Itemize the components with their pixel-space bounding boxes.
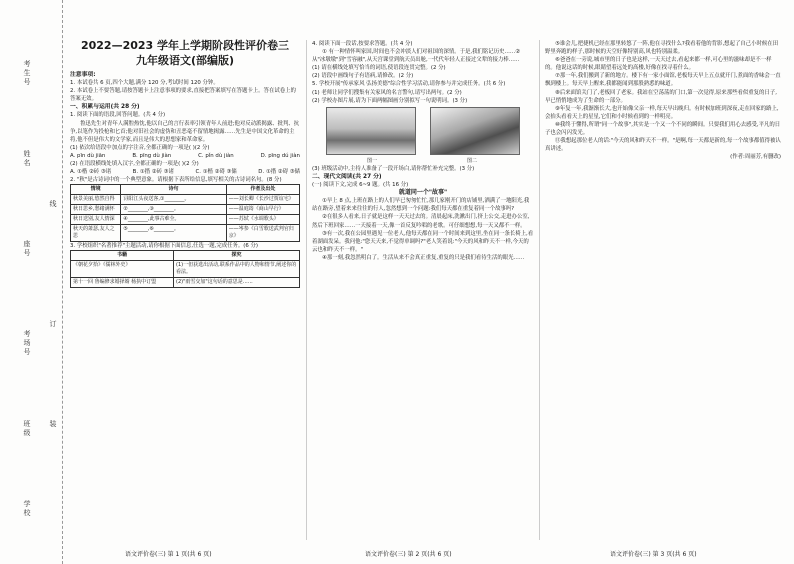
sub-question: (1) 老师让同学们搜集有关家风的名言警句,请写出两句。(2 分) <box>312 89 462 96</box>
options-row <box>70 152 300 160</box>
table-header: 书籍 <box>71 251 174 261</box>
figure-row <box>312 105 534 157</box>
notice-item: 1. 本试卷共 6 页,四个大题,满分 120 分,考试时间 120 分钟。 <box>70 80 219 87</box>
essay-paragraph: ⑥爸爸在一旁说,城市里的日子也是这样,一天天过去,看起来都一样,可心里的滋味却是不一样的。他说这话的时候,眼睛望着远处的高楼,好像在找寻着什么。 <box>545 57 772 72</box>
reading-passage: ① 有一种情怀叫家国,时间也不会冲淡人们对祖国的深情。于是,我们铭记历史……② 从"冰墩墩"到"雪容融",从天宫课堂到航天员出舱,一代代年轻人正接过父辈的接力棒…… <box>312 49 521 64</box>
table-cell: 秋日送别,友人情深 <box>71 215 121 225</box>
question-stem: 3. 学校组织"名著推荐"主题活动,请你根据下面信息,任选一题,完成任务。(6 分) <box>70 243 259 250</box>
table-row <box>71 205 300 215</box>
sub-question: (2) 语段中画线句子有语病,请修改。(2 分) <box>312 73 414 80</box>
essay-paragraph: ⑨年复一年,我渐渐长大,也开始像父亲一样,每天早出晚归。有时候加班到深夜,走在回家的路上,会抬头看看天上的星星,它们和小时候看到的一样明亮。 <box>545 105 779 120</box>
page-1-column <box>70 38 300 546</box>
essay-paragraph: ⑧后来面馆关门了,老板回了老家。我站在空荡荡的门口,第一次觉得,原来那些看似重复的日子,早已悄悄地成为了生命的一部分。 <box>545 89 777 104</box>
page-footer: 语文评价卷(三) 第 1 页(共 6 页) <box>125 551 212 558</box>
option: C. ①楷 ②碍 ③储 <box>195 169 237 176</box>
option: B. ①揩 ②砖 ③诸 <box>132 169 174 176</box>
table-cell: 秋天的萧瑟,友人之思 <box>71 225 121 242</box>
reading-passage: 鲁迅先生对青年人满腔热忱,他以自己的言行表率引领青年人前进;他对反动派揭露、批判、抗争,以笔作为投枪和匕首;他对旧社会的虚伪和丑恶毫不留情地揭露……先生是中国文化革命的主将,他不但是伟大的文学家,而且是伟大的思想家和革命家。 <box>70 120 300 143</box>
exam-title: 2022—2023 学年上学期阶段性评价卷三 <box>80 39 290 52</box>
option: D. pīng dú jiàn <box>260 152 300 159</box>
label-room: 考场号 <box>23 330 31 357</box>
reading-table <box>70 250 300 288</box>
table-cell: 《朝花夕拾》《儒林外史》 <box>71 261 174 278</box>
sub-question: (1) 请在横线处填写恰当的词语,使语段连贯完整。(2 分) <box>312 65 446 72</box>
label-exam-number: 考生号 <box>23 60 31 87</box>
sub-section: (一) 阅读下文,完成 6~9 题。(共 16 分) <box>312 182 409 189</box>
label-school: 学校 <box>23 500 31 518</box>
label-class: 班级 <box>23 420 31 438</box>
section-heading: 一、积累与运用(共 28 分) <box>70 104 140 111</box>
table-row <box>71 261 300 278</box>
table-header: 探究 <box>174 251 300 261</box>
page-footer: 语文评价卷(三) 第 3 页(共 6 页) <box>610 551 697 558</box>
essay-paragraph: ③有一次,我在公园里遇见一位老人,他每天都在同一个时间来到这里,坐在同一条长椅上,看着湖面发呆。我问他:"您天天来,不觉得单调吗?"老人笑着说:"今天的风和昨天不一样,今天的云也和昨天不一样。" <box>312 230 534 253</box>
essay-paragraph: ⑪我想起那位老人的话:"今天的风和昨天不一样。"是啊,每一天都是新的,每一个故事都值得被认真讲述。 <box>545 138 781 153</box>
table-cell: (1)一但获选出活动,联系作品中的人物和情节,阐述你的看法。 <box>174 261 300 278</box>
table-cell: ④________,此事古难全。 <box>121 215 226 225</box>
table-cell: 秋景美丽,悠然自得 <box>71 195 121 205</box>
sub-question: (3) 班级活动中,主持人准备了一段开场白,请你帮忙补充完整。(3 分) <box>312 165 475 172</box>
options-row <box>70 168 300 176</box>
cut-line-mark: 线 <box>49 200 57 209</box>
question-stem: 5. 学校开展"传承家风 弘扬美德"综合性学习活动,请你参与并完成任务。(共 6 分) <box>312 81 506 88</box>
sub-question: (2) 在语段横线处填入汉字,全都正确的一项是( )(2 分) <box>70 161 199 168</box>
column-divider <box>539 40 540 540</box>
option: A. pīn dù jiān <box>70 152 106 159</box>
notice-item: 2. 本试卷上不要答题,请按答题卡上注意事项的要求,直接把答案填写在答题卡上。答在试卷上的答案无效。 <box>70 88 296 103</box>
ink-painting-image <box>430 107 520 155</box>
table-cell: (2)"雨雪交加"这句话的意思是…… <box>174 278 300 288</box>
table-row <box>71 195 300 205</box>
cut-ding-mark: 订 <box>49 320 57 329</box>
essay-paragraph: ⑩我终于懂得,所谓"同一个故事",其实是一个又一个不同的瞬间。只要我们用心去感受,平凡的日子也会闪闪发光。 <box>545 121 781 137</box>
essay-paragraph: ⑤谁会儿,把捷机已经在那里转悠了一阵,他在寻找什么?我看着他的背影,想起了自己小时候在田野里奔跑的样子,那时候的天空好像特别高,风也特别温柔。 <box>545 41 779 56</box>
poetry-table <box>70 184 300 242</box>
table-cell: ②________,③________。 <box>121 205 226 215</box>
section-heading: 二、现代文阅读(共 27 分) <box>312 173 382 180</box>
notice-title: 注意事项: <box>70 72 96 78</box>
figure-caption: 图一 <box>366 157 377 164</box>
sub-question: (1) 依次给语段中加点的字注音,全都正确的一项是( )(2 分) <box>70 144 210 151</box>
question-stem: 1. 阅读下面的语段,回答问题。(共 4 分) <box>70 112 166 119</box>
table-cell: 秋日思乡,愁绪满怀 <box>71 205 121 215</box>
binding-margin <box>0 0 63 564</box>
table-cell: 第十一回 鲁编修求婚择婿 杨执中订盟 <box>71 278 174 288</box>
label-name: 姓名 <box>23 150 31 168</box>
exam-subtitle: 九年级语文(部编版) <box>135 54 235 67</box>
table-cell: 浔阳江头夜送客,①________。 <box>121 195 226 205</box>
option: D. ①揩 ②碍 ③储 <box>258 169 300 176</box>
option: A. ①楷 ②砖 ③诸 <box>70 169 112 176</box>
table-cell: ——苏轼《水调歌头》 <box>226 215 299 225</box>
essay-paragraph: ④那一刻,我忽然明白了。生活从来不会真正重复,重复的只是我们看待生活的眼光…… <box>322 254 525 261</box>
essay-paragraph: ①早上 8 点,上班在路上的人们早已匆匆忙忙,那几家刚开门的店铺里,洒满了一地阳光,我站在路旁,望着来来往往的行人,忽然想到一个问题:我们每天都在重复着同一个故事吗? <box>312 198 530 213</box>
page-footer: 语文评价卷(三) 第 2 页(共 6 页) <box>365 551 452 558</box>
essay-title: 就道同一个"故事" <box>398 189 448 197</box>
table-cell: ⑤________,⑥________。 <box>121 225 226 242</box>
sub-question: (2) 学校办图片展,请为下面两幅图画分别拟写一句说明词。(3 分) <box>312 97 468 104</box>
ink-painting-image <box>326 107 416 155</box>
table-row <box>71 278 300 288</box>
table-header: 作者及出处 <box>226 185 299 195</box>
table-row <box>71 215 300 225</box>
table-cell: ——刘长卿《长沙过贾谊宅》 <box>226 195 299 205</box>
label-seat: 座号 <box>23 240 31 258</box>
figure-captions <box>322 157 522 165</box>
question-stem: 4. 阅读下面一段话,按要求答题。(共 4 分) <box>312 41 413 47</box>
page-3-column <box>545 40 781 548</box>
essay-paragraph: ⑦那一年,我们搬到了新的地方。楼下有一家小面馆,老板每天早上五点就开门,煮面的香味会一直飘到楼上。每天早上醒来,我都能闻到那股熟悉的味道。 <box>545 73 781 88</box>
table-header: 诗句 <box>121 185 226 195</box>
table-row <box>71 225 300 242</box>
option: B. pīng dù jiàn <box>132 152 172 159</box>
table-header: 情境 <box>71 185 121 195</box>
table-cell: ——岑参《白雪歌送武判官归京》 <box>226 225 299 242</box>
question-stem: 2. "秋"是古诗词中的一个典型意象。请根据下表所给信息,填写相关的古诗词名句。(8 分) <box>70 177 282 184</box>
cut-zhuang-mark: 装 <box>49 420 57 429</box>
option: C. pǐn dù jiàn <box>198 152 234 159</box>
table-cell: ——温庭筠《商山早行》 <box>226 205 299 215</box>
page-2-column <box>312 40 534 548</box>
figure-caption: 图二 <box>466 157 477 164</box>
essay-paragraph: ②在很多人看来,日子就是这样一天天过去的。清晨起床,洗漱出门,挤上公交,走进办公室,然后下班回家……一天接着一天,像一首反复吟唱的老歌。可仔细想想,每一天又都不一样。 <box>312 214 530 229</box>
author-credit: (作者:周丽芳,有删改) <box>730 154 781 161</box>
column-divider <box>306 40 307 540</box>
